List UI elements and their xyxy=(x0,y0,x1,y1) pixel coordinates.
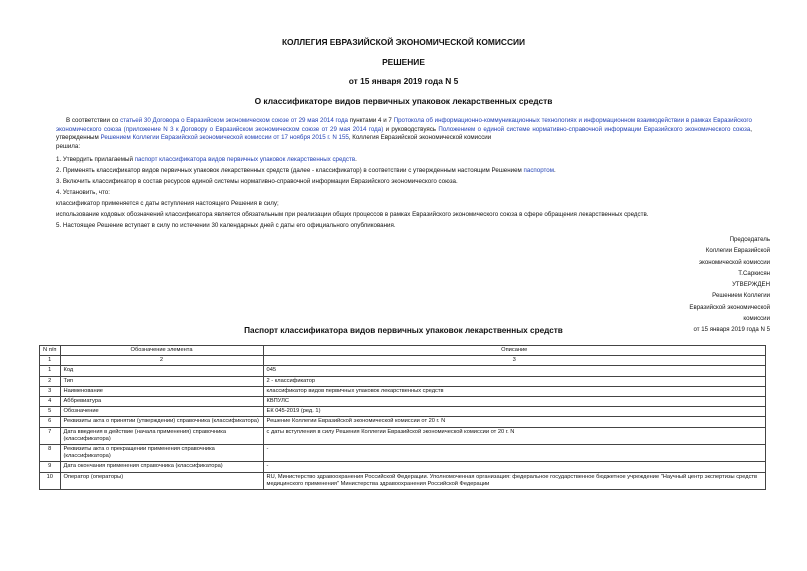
table-header-row xyxy=(40,346,766,356)
element-description: - xyxy=(263,445,765,462)
signature-line: Председатель xyxy=(729,236,770,243)
signatory-name: Т.Саркисян xyxy=(738,269,770,277)
column-header: Обозначение элемента xyxy=(60,346,263,356)
column-number: 1 xyxy=(40,356,61,366)
list-item-4-1: классификатор применяется с даты вступления настоящего Решения в силу; xyxy=(56,200,279,207)
table-column-number-row xyxy=(40,356,766,366)
row-number: 6 xyxy=(40,417,61,427)
table-row xyxy=(40,407,766,417)
list-item-5: 5. Настоящее Решение вступает в силу по истечении 30 календарных дней с даты его официального опубликования. xyxy=(56,222,396,229)
document-type: РЕШЕНИЕ xyxy=(382,57,425,67)
element-description: - xyxy=(263,462,765,472)
column-header: N п/п xyxy=(40,346,61,356)
item-2-text: 2. Применять классификатор видов первичных упаковок лекарственных средств (далее - классификатор) в соответствии с утвержденным настоящим Решением xyxy=(56,167,524,174)
preamble-text-5: , Коллегия Евразийской экономической комиссии xyxy=(348,134,492,142)
row-number: 1 xyxy=(40,366,61,376)
item-2-end: . xyxy=(553,167,556,174)
preamble-paragraph xyxy=(56,117,752,151)
table-row xyxy=(40,366,766,376)
approval-line: Решением Коллегии xyxy=(712,292,770,300)
element-description: классификатор видов первичных упаковок лекарственных средств xyxy=(263,386,765,396)
table-row xyxy=(40,397,766,407)
row-number: 4 xyxy=(40,397,61,407)
table-row xyxy=(40,427,766,444)
table-row xyxy=(40,472,766,489)
list-item-1 xyxy=(56,156,756,164)
preamble-text-4: , утвержденным xyxy=(56,125,753,142)
row-number: 10 xyxy=(40,472,61,489)
column-number: 3 xyxy=(263,356,765,366)
passport-table xyxy=(39,345,766,490)
element-description: 2 - классификатор xyxy=(263,376,765,386)
link-decision-155[interactable]: Решением Коллегии Евразийской экономической комиссии от 17 ноября 2015 г. N 155 xyxy=(100,134,349,142)
signature-block xyxy=(600,234,770,336)
document-date: от 15 января 2019 года N 5 xyxy=(348,76,459,86)
list-item-2 xyxy=(56,167,756,175)
item-1-text: 1. Утвердить прилагаемый xyxy=(56,156,135,163)
item-1-end: . xyxy=(355,156,357,163)
table-row xyxy=(40,417,766,427)
passport-title: Паспорт классификатора видов первичных упаковок лекарственных средств xyxy=(244,326,563,335)
signature-line: экономической комиссии xyxy=(698,258,770,266)
element-name: Тип xyxy=(60,376,263,386)
approval-stamp: УТВЕРЖДЕН xyxy=(732,281,770,289)
element-description: 045 xyxy=(263,366,765,376)
element-name: Аббревиатура xyxy=(60,397,263,407)
preamble-text-2: пунктами 4 и 7 xyxy=(348,117,394,124)
column-number: 2 xyxy=(60,356,263,366)
element-name: Дата введения в действие (начала применения) справочника (классификатора) xyxy=(60,427,263,444)
element-name: Реквизиты акта о прекращении применения справочника (классификатора) xyxy=(60,445,263,462)
table-row xyxy=(40,462,766,472)
list-item-4: 4. Установить, что: xyxy=(56,189,110,196)
table-row xyxy=(40,386,766,396)
element-description: КВПУЛС xyxy=(263,397,765,407)
approval-line: комиссии xyxy=(743,315,770,323)
row-number: 9 xyxy=(40,462,61,472)
list-item-4-2: использование кодовых обозначений классификатора является обязательным при реализации общих процессов в рамках Евразийского экономического союза в сфере обращения лекарственных средств. xyxy=(56,211,649,218)
list-item-3: 3. Включить классификатор в состав ресурсов единой системы нормативно-справочной информации Евразийского экономического союза. xyxy=(56,178,458,185)
element-name: Реквизиты акта о принятии (утверждении) справочника (классификатора) xyxy=(60,417,263,427)
row-number: 2 xyxy=(40,376,61,386)
table-row xyxy=(40,445,766,462)
element-description: ЕК 045-2019 (ред. 1) xyxy=(263,407,765,417)
element-description: с даты вступления в силу Решения Коллегии Евразийской экономической комиссии от 20 г. N xyxy=(263,427,765,444)
link-treaty-article-30[interactable]: статьей 30 Договора о Евразийском экономическом союзе от 29 мая 2014 года xyxy=(120,117,348,124)
element-name: Дата окончания применения справочника (классификатора) xyxy=(60,462,263,472)
row-number: 7 xyxy=(40,427,61,444)
row-number: 3 xyxy=(40,386,61,396)
signature-line: Коллегии Евразийской xyxy=(705,247,770,255)
column-header: Описание xyxy=(263,346,765,356)
preamble-text-1: В соответствии со xyxy=(66,117,121,124)
element-name: Код xyxy=(60,366,263,376)
element-description: Решение Коллегии Евразийской экономической комиссии от 20 г. N xyxy=(263,417,765,427)
element-name: Оператор (операторы) xyxy=(60,472,263,489)
approval-date: от 15 января 2019 года N 5 xyxy=(693,326,770,334)
table-row xyxy=(40,376,766,386)
element-description: RU, Министерство здравоохранения Российской Федерации. Уполномоченная организация: федеральное государственное бюджетное учреждение "Научный центр экспертизы средств медицинского применения" Министерства здравоохранения Российской Федерации xyxy=(263,472,765,489)
approval-line: Евразийской экономической xyxy=(689,303,770,311)
decides-label: решила: xyxy=(56,142,81,150)
link-nsi-regulation[interactable]: Положением о единой системе нормативно-справочной информации Евразийского экономического союза xyxy=(438,125,751,133)
issuing-body: КОЛЛЕГИЯ ЕВРАЗИЙСКОЙ ЭКОНОМИЧЕСКОЙ КОМИССИИ xyxy=(281,37,526,47)
document-subject: О классификаторе видов первичных упаковок лекарственных средств xyxy=(254,96,553,106)
element-name: Наименование xyxy=(60,386,263,396)
preamble-text-3: и руководствуясь xyxy=(383,125,439,133)
link-ict-protocol[interactable]: Протокола об информационно-коммуникационных технологиях и информационном взаимодействии в рамках Евразийского экономического союза (приложение N 3 к Договору о Евразийском экономическом союзе от 29 мая 2014 года) xyxy=(56,117,752,133)
element-name: Обозначение xyxy=(60,407,263,417)
link-passport[interactable]: паспортом xyxy=(523,167,554,174)
row-number: 5 xyxy=(40,407,61,417)
link-passport-approve[interactable]: паспорт классификатора видов первичных упаковок лекарственных средств xyxy=(134,156,356,163)
row-number: 8 xyxy=(40,445,61,462)
